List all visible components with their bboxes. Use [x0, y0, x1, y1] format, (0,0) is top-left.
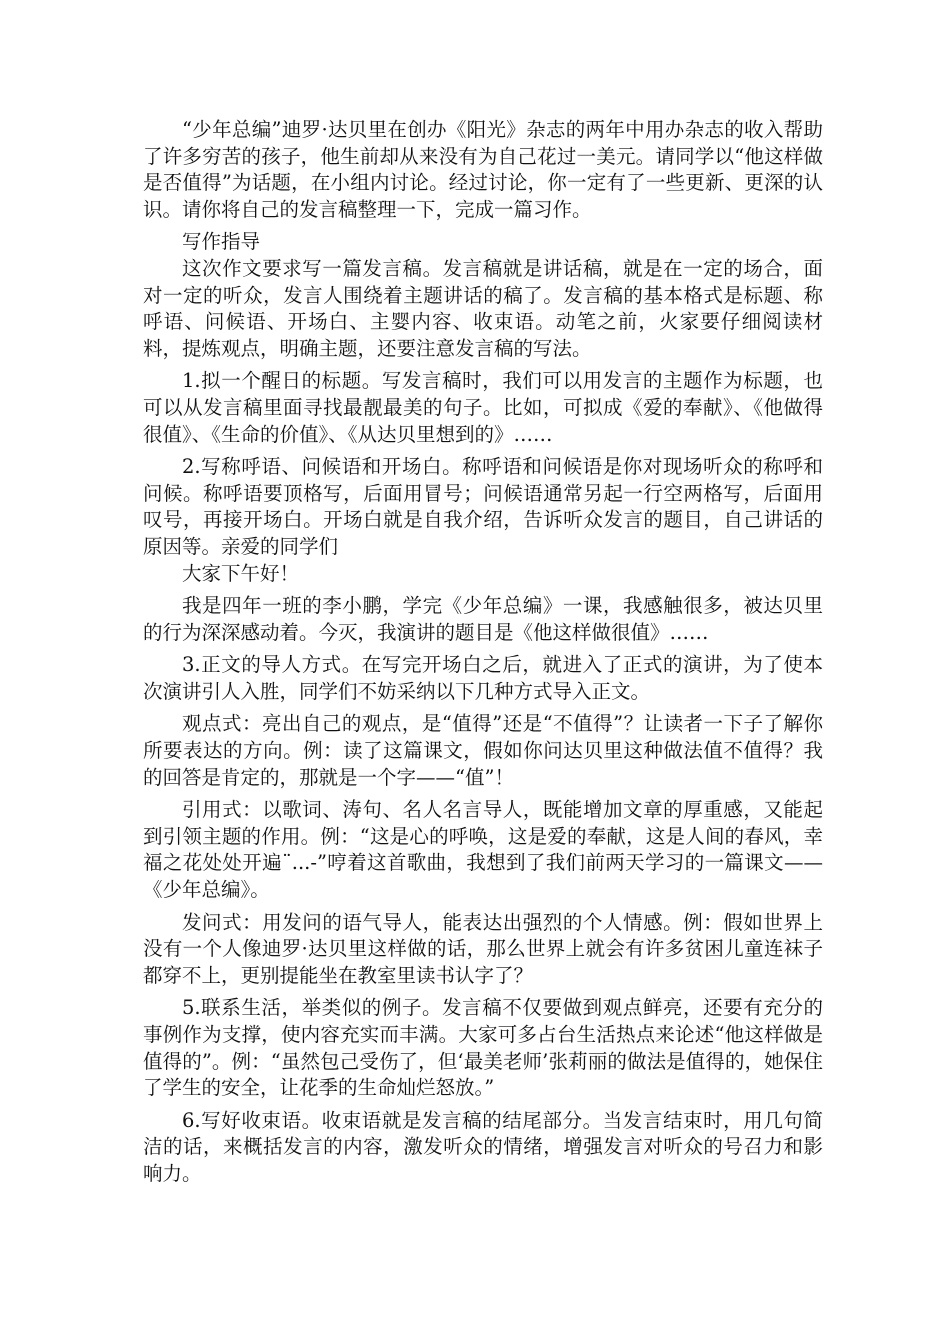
- example-opening: 我是四年一班的李小鹏，学完《少年总编》一课，我感触很多，被达贝里的行为深深感动着。今灭，我演讲的题目是《他这样做很值》……: [143, 594, 823, 644]
- viewpoint-style-paragraph: 观点式：亮出自己的观点，是“值得”还是“不值得”？让读者一下子了解你所要表达的方向。例：读了这篇课文，假如你问达贝里这种做法值不值得？我的回答是肯定的，那就是一个字——“值”！: [143, 712, 823, 789]
- tip-intro-paragraph: 3.正文的导人方式。在写完开场白之后，就进入了正式的演讲，为了使本次演讲引人入胜，同学们不妨采纳以下几种方式导入正文。: [143, 653, 823, 703]
- tip-greeting-paragraph: 2.写称呼语、问候语和开场白。称呼语和问候语是你对现场听众的称呼和问候。称呼语要顶格写，后面用冒号；问候语通常另起一行空两格写，后面用叹号，再接开场白。开场白就是自我介绍，告诉听众发言的题目，自己讲话的原因等。亲爱的同学们: [143, 455, 823, 558]
- guide-paragraph: 这次作文要求写一篇发言稿。发言稿就是讲话稿，就是在一定的场合，面对一定的听众，发言人围绕着主题讲话的稿了。发言稿的基本格式是标题、称呼语、问候语、开场白、主婴内容、收束语。动笔之前，火家要仔细阅读材料，提炼观点，明确主题，还要注意发言稿的写法。: [143, 256, 823, 360]
- quote-style-paragraph: 引用式：以歌词、涛句、名人名言导人，既能增加文章的厚重感，又能起到引领主题的作用。例：“这是心的呼唤，这是爱的奉献，这是人间的春风，幸福之花处处开遍¨...-”哼着这首歌曲，我想到了我们前两天学习的一篇课文——《少年总编》。: [143, 798, 823, 902]
- question-style-paragraph: 发问式：用发问的语气导人，能表达出强烈的个人情感。例：假如世界上没有一个人像迪罗·达贝里这样做的话，那么世界上就会有许多贫困儿童连袜子都穿不上，更别提能坐在教室里读书认字了？: [143, 910, 823, 987]
- tip-title-paragraph: 1.拟一个醒日的标题。写发言稿时，我们可以用发言的主题作为标题，也可以从发言稿里面寻找最靓最美的句子。比如，可拟成《爱的奉献》、《他做得很值》、《生命的价值》、《从达贝里想到的》……: [143, 369, 823, 446]
- tip-examples-paragraph: 5.联系生活，举类似的例子。发言稿不仅要做到观点鲜亮，还要有充分的事例作为支撑，使内容充实而丰满。大家可多占台生活热点来论述“他这样做是值得的”。例：“虽然包己受伤了，但‘最美老师’张莉丽的做法是值得的，她保住了学生的安全，让花季的生命灿烂怒放。”: [143, 996, 823, 1100]
- document-page: [143, 117, 823, 1188]
- example-greeting: 大家下午好！: [182, 561, 300, 585]
- tip-closing-paragraph: 6.写好收束语。收束语就是发言稿的结尾部分。当发言结束时，用几句简洁的话，来概括发言的内容，激发听众的情绪，增强发言对听众的号召力和影响力。: [143, 1108, 823, 1185]
- intro-paragraph: “少年总编”迪罗·达贝里在创办《阳光》杂志的两年中用办杂志的收入帮助了许多穷苦的孩子，他生前却从来没有为自己花过一美元。请同学以“他这样做是否值得”为话题，在小组内讨论。经过讨论，你一定有了一些更新、更深的认识。请你将自己的发言稿整理一下，完成一篇习作。: [143, 118, 823, 221]
- section-heading: 写作指导: [182, 230, 261, 254]
